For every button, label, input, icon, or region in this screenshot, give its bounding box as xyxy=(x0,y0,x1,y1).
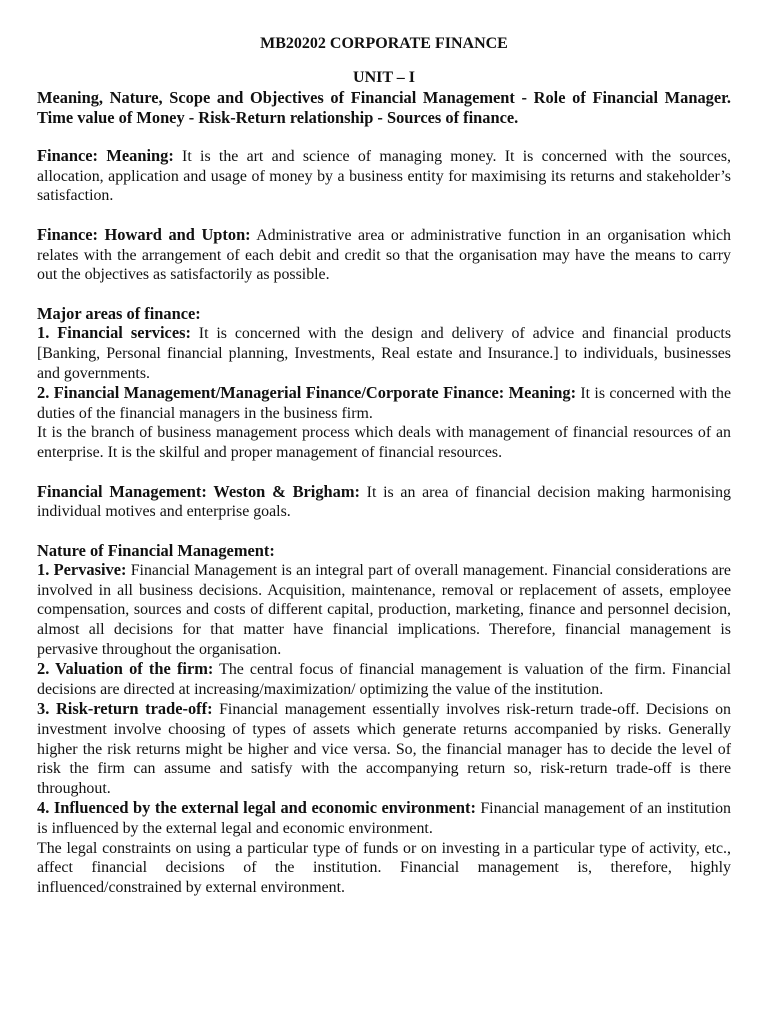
major-area-item-1 xyxy=(37,323,731,383)
nature-item-1 xyxy=(37,560,731,659)
major-areas-heading: Major areas of finance: xyxy=(37,303,201,323)
nature-item-3-term: 3. Risk-return trade-off: xyxy=(37,699,213,719)
syllabus-summary: Meaning, Nature, Scope and Objectives of Financial Management - Role of Financial Manager. Time value of Money - Risk-Return relationship - Sources of finance. xyxy=(37,88,731,127)
howard-upton-term: Finance: Howard and Upton: xyxy=(37,224,251,244)
howard-upton-text: Administrative area or administrative function in an organisation which relates with the arrangement of each debit and credit so that the organisation may have the means to carry out the objectives as satisfactorily as possible. xyxy=(37,226,731,284)
nature-item-1-text: Financial Management is an integral part of overall management. Financial considerations are involved in all business decisions. Acquisition, maintenance, removal or replacement of assets, employee compensation, sources and costs of different capital, production, marketing, finance and personnel decision, almost all decisions for that matter have financial implications. Therefore, financial management is pervasive throughout the organisation. xyxy=(37,562,731,658)
nature-item-3-text: Financial management essentially involves risk-return trade-off. Decisions on investment involve choosing of types of assets which generate returns accompanied by risks. Generally higher the risk returns might be higher and vice versa. So, the financial manager has to decide the level of risk the firm can assume and satisfy with the accompanying return so, risk-return trade-off is there throughout. xyxy=(37,701,731,797)
nature-item-2 xyxy=(37,659,731,699)
major-area-item-1-term: 1. Financial services: xyxy=(37,323,191,343)
major-area-item-2 xyxy=(37,383,731,423)
nature-item-4-extra: The legal constraints on using a particular type of funds or on investing in a particular type of activity, etc., affect financial decisions of the institution. Financial management is, therefore, highly influenced/constrained by external environment. xyxy=(37,839,731,896)
nature-item-4-text: Financial management of an institution is influenced by the external legal and economic environment. xyxy=(37,800,731,837)
nature-item-1-term: 1. Pervasive: xyxy=(37,560,127,580)
nature-item-4-term: 4. Influenced by the external legal and economic environment: xyxy=(37,798,476,818)
major-area-item-2-term: 2. Financial Management/Managerial Finance/Corporate Finance: Meaning: xyxy=(37,383,577,403)
nature-item-2-text: The central focus of financial management is valuation of the firm. Financial decisions are directed at increasing/maximization/ optimizing the value of the institution. xyxy=(37,661,731,698)
major-area-item-1-text: It is concerned with the design and delivery of advice and financial products [Banking, Personal financial planning, Investments, Real estate and Insurance.] to individuals, businesses and governments. xyxy=(37,325,732,382)
nature-item-4 xyxy=(37,798,731,838)
major-area-item-2-text: It is concerned with the duties of the financial managers in the business firm. xyxy=(37,385,731,422)
finance-meaning-term: Finance: Meaning: xyxy=(37,146,174,166)
finance-meaning-text: It is the art and science of managing money. It is concerned with the sources, allocation, application and usage of money by a business entity for maximising its returns and stakeholder’s satisfaction. xyxy=(37,148,731,205)
major-area-item-2-extra: It is the branch of business management process which deals with management of financial resources of an enterprise. It is the skilful and proper management of financial resources. xyxy=(37,424,731,461)
nature-item-3 xyxy=(37,699,731,798)
nature-heading: Nature of Financial Management: xyxy=(37,540,275,560)
course-title: MB20202 CORPORATE FINANCE xyxy=(260,35,508,52)
weston-brigham-term: Financial Management: Weston & Brigham: xyxy=(37,481,360,501)
howard-upton-paragraph xyxy=(37,225,731,285)
weston-brigham-paragraph xyxy=(37,482,731,522)
weston-brigham-text: It is an area of financial decision making harmonising individual motives and enterprise goals. xyxy=(37,483,731,521)
nature-item-2-term: 2. Valuation of the firm: xyxy=(37,659,214,679)
finance-meaning-paragraph xyxy=(37,146,731,206)
unit-title: UNIT – I xyxy=(353,69,415,86)
